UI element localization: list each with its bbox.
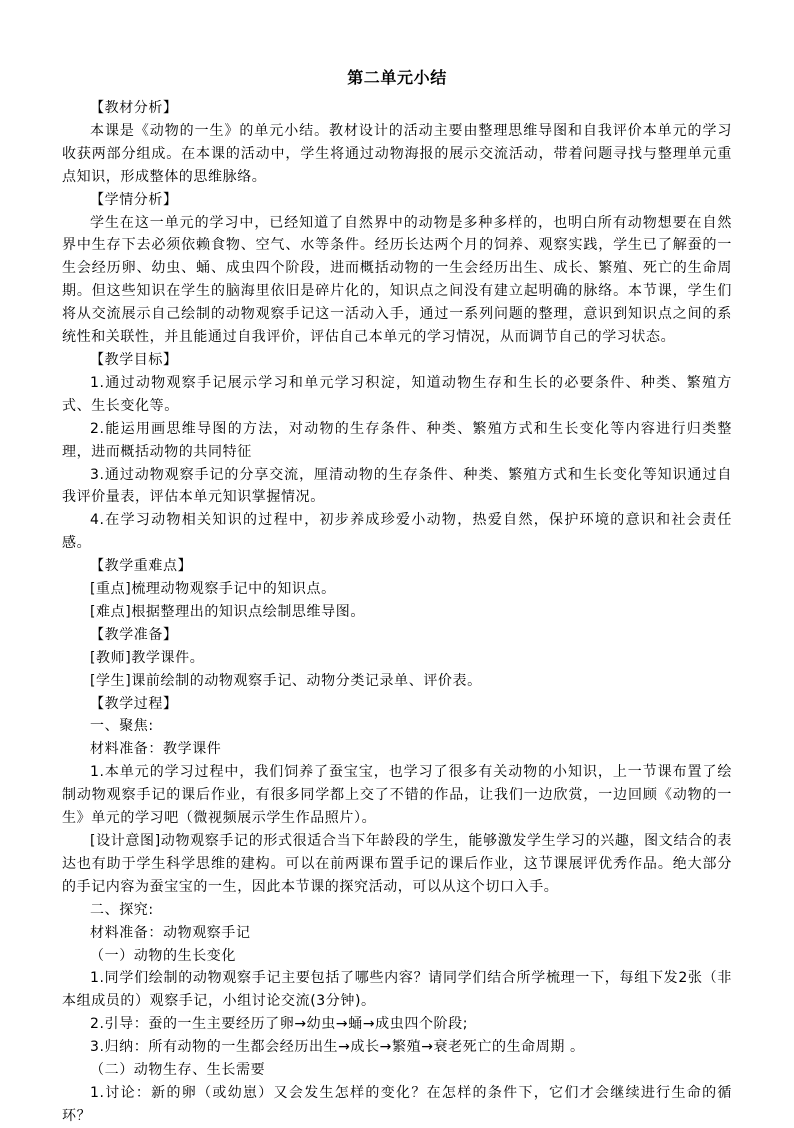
section-heading-process: 【教学过程】 — [90, 695, 178, 712]
paragraph-item: 1.同学们绘制的动物观察手记主要包括了哪些内容？请同学们结合所学梳理一下，每组下发2张（非本组成员的）观察手记，小组讨论交流(3分钟)。 — [62, 970, 732, 1010]
subheading-growth-changes: （一）动物的生长变化 — [90, 947, 236, 964]
objective-item: 4.在学习动物相关知识的过程中，初步养成珍爱小动物，热爱自然，保护环境的意识和社会责任感。 — [62, 512, 732, 552]
subheading-focus: 一、聚焦: — [90, 718, 154, 735]
paragraph-item: 3.归纳：所有动物的一生都会经历出生→成长→繁殖→衰老死亡的生命周期 。 — [90, 1039, 585, 1056]
key-point-item: [重点]梳理动物观察手记中的知识点。 — [90, 581, 336, 598]
paragraph-design-intent: [设计意图]动物观察手记的形式很适合当下年龄段的学生，能够激发学生学习的兴趣，图文结合的表达也有助于学生科学思维的建构。可以在前两课布置手记的课后作业，这节课展评优秀作品。绝大部分的手记内容为蚕宝宝的一生，因此本节课的探究活动，可以从这个切口入手。 — [62, 833, 732, 895]
document-title: 第二单元小结 — [347, 68, 447, 87]
materials-line: 材料准备：动物观察手记 — [90, 924, 251, 941]
objective-item: 3.通过动物观察手记的分享交流，厘清动物的生存条件、种类、繁殖方式和生长变化等知识通过自我评价量表，评估本单元知识掌握情况。 — [62, 466, 732, 506]
preparation-teacher: [教师]教学课件。 — [90, 649, 205, 666]
section-heading-objectives: 【教学目标】 — [90, 351, 178, 368]
section-heading-preparation: 【教学准备】 — [90, 626, 178, 643]
objective-item: 2.能运用画思维导图的方法，对动物的生存条件、种类、繁殖方式和生长变化等内容进行归类整理，进而概括动物的共同特征 — [62, 420, 732, 460]
difficulty-item: [难点]根据整理出的知识点绘制思维导图。 — [90, 603, 365, 620]
paragraph-item: 1.讨论：新的卵（或幼崽）又会发生怎样的变化？在怎样的条件下，它们才会继续进行生命的循环？ — [62, 1084, 732, 1124]
paragraph-item: 2.引导：蚕的一生主要经历了卵→幼虫→蛹→成虫四个阶段; — [90, 1016, 469, 1033]
objective-item: 1.通过动物观察手记展示学习和单元学习积淀，知道动物生存和生长的必要条件、种类、繁殖方式、生长变化等。 — [62, 374, 732, 414]
materials-line: 材料准备：教学课件 — [90, 741, 222, 758]
subheading-survival-needs: （二）动物生存、生长需要 — [90, 1062, 266, 1079]
section-heading-key-points: 【教学重难点】 — [90, 558, 193, 575]
paragraph-focus: 1.本单元的学习过程中，我们饲养了蚕宝宝，也学习了很多有关动物的小知识，上一节课布置了绘制动物观察手记的课后作业，有很多同学都上交了不错的作品，让我们一边欣赏，一边回顾《动物的一生》单元的学习吧（微视频展示学生作品照片）。 — [62, 764, 732, 827]
section-heading-student-analysis: 【学情分析】 — [90, 191, 178, 208]
section-heading-textbook-analysis: 【教材分析】 — [90, 100, 178, 116]
paragraph-student-analysis: 学生在这一单元的学习中，已经知道了自然界中的动物是多种多样的，也明白所有动物想要在自然界中生存下去必须依赖食物、空气、水等条件。经历长达两个月的饲养、观察实践，学生已了解蚕的一生会经历卵、幼虫、蛹、成虫四个阶段，进而概括动物的一生会经历出生、成长、繁殖、死亡的生命周期。但这些知识在学生的脑海里依旧是碎片化的，知识点之间没有建立起明确的脉络。本节课，学生们将从交流展示自己绘制的动物观察手记这一活动入手，通过一系列问题的整理，意识到知识点之间的系统性和关联性，并且能通过自我评价，评估自己本单元的学习情况，从而调节自己的学习状态。 — [62, 214, 732, 346]
subheading-explore: 二、探究: — [90, 901, 154, 918]
paragraph-textbook-analysis: 本课是《动物的一生》的单元小结。教材设计的活动主要由整理思维导图和自我评价本单元的学习收获两部分组成。在本课的活动中，学生将通过动物海报的展示交流活动，带着问题寻找与整理单元重点知识，形成整体的思维脉络。 — [62, 122, 732, 185]
preparation-student: [学生]课前绘制的动物观察手记、动物分类记录单、评价表。 — [90, 672, 482, 689]
document-page — [62, 66, 732, 1128]
